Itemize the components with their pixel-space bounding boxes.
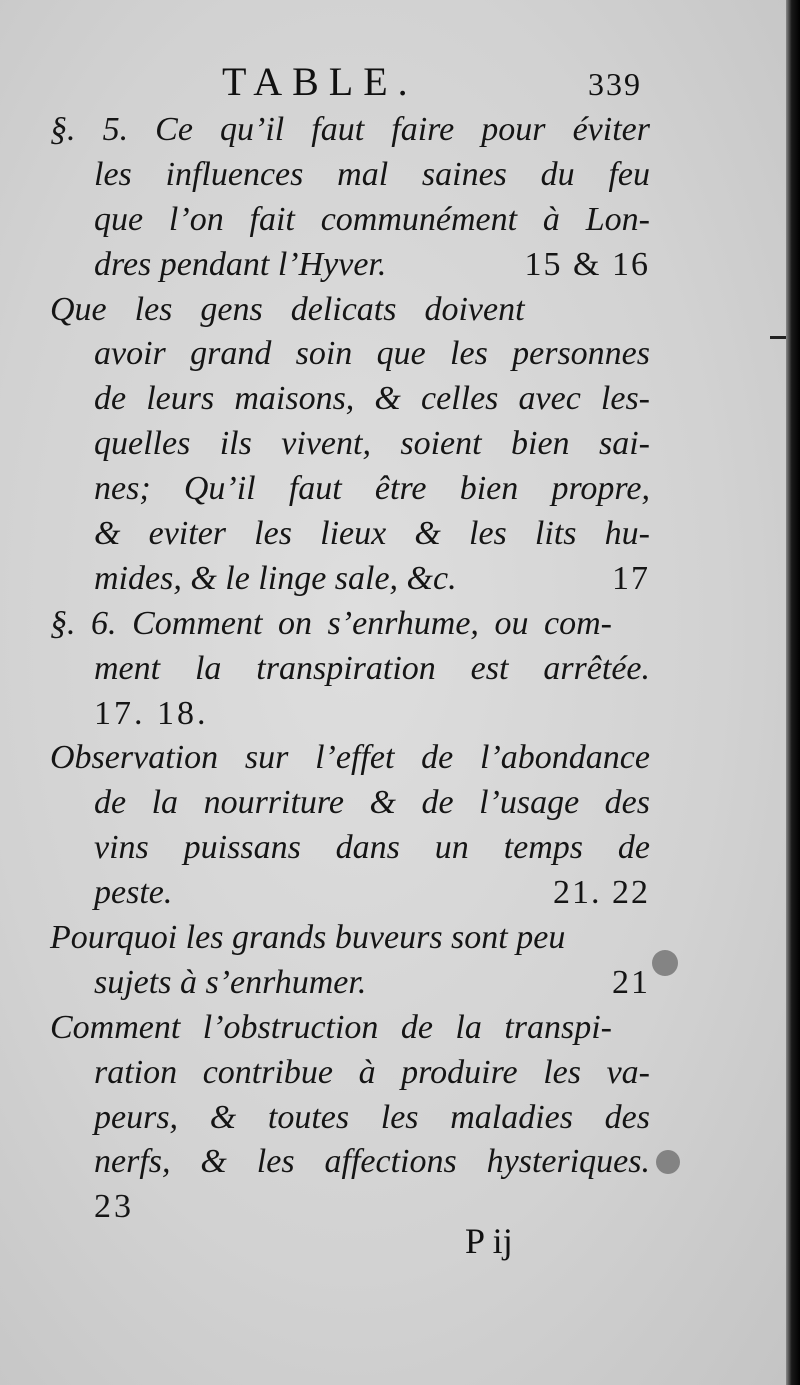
page-reference: 17 (612, 559, 650, 597)
entry-line: de leurs maisons, & celles avec les- (94, 380, 650, 418)
entry-line: 17. 18. (94, 694, 209, 732)
entry-line: vins puissans dans un temps de (94, 829, 650, 867)
entry-line: Observation sur l’effet de l’abondance (50, 739, 650, 777)
entry-line: quelles ils vivent, soient bien sai- (94, 425, 650, 463)
running-head: TABLE. (222, 59, 418, 104)
entry-line: ration contribue à produire les va- (94, 1053, 650, 1091)
entry-text: mides, & le linge sale, &c. (94, 559, 457, 597)
entry-line: Comment l’obstruction de la transpi- (50, 1008, 612, 1046)
entry-line: nes; Qu’il faut être bien propre, (94, 470, 650, 508)
entry-line: avoir grand soin que les personnes (94, 335, 650, 373)
toc-entry (50, 1006, 650, 1230)
ink-blot (652, 950, 678, 976)
entry-line: nerfs, & les affections hysteriques. (94, 1143, 650, 1181)
toc-entry (50, 108, 650, 288)
entry-line: ment la transpiration est arrêtée. (94, 649, 650, 687)
entry-line: §. 5. Ce qu’il faut faire pour éviter (50, 111, 650, 148)
entry-line: 23 (94, 1188, 134, 1226)
page-edge-shadow (786, 0, 800, 1385)
page-number: 339 (588, 66, 642, 102)
entry-line (50, 961, 650, 1006)
page-header (0, 58, 786, 108)
entry-line: Pourquoi les grands buveurs sont peu (50, 919, 566, 957)
entry-line: de la nourriture & de l’usage des (94, 784, 650, 822)
page-edge-mark (770, 336, 786, 339)
entry-text: dres pendant l’Hyver. (94, 245, 387, 283)
entry-line: que l’on fait communément à Lon- (94, 200, 650, 238)
page-reference: 21 (612, 963, 650, 1001)
entry-line: peurs, & toutes les maladies des (94, 1098, 650, 1136)
entry-line: Que les gens delicats doivent (50, 290, 525, 328)
toc-entry (50, 602, 650, 737)
signature-mark: P ij (465, 1221, 513, 1261)
entry-line (50, 871, 650, 916)
toc-entry (50, 736, 650, 916)
entry-line: & eviter les lieux & les lits hu- (94, 515, 650, 553)
ink-blot (656, 1150, 680, 1174)
table-of-contents (50, 108, 650, 1230)
entry-text: sujets à s’enrhumer. (94, 963, 367, 1001)
page-reference: 21. 22 (553, 874, 650, 912)
entry-line (50, 557, 650, 602)
toc-entry (50, 288, 650, 602)
entry-line: les influences mal saines du feu (94, 155, 650, 193)
page-reference: 15 & 16 (524, 245, 650, 283)
toc-entry (50, 916, 650, 1006)
entry-line: §. 6. Comment on s’enrhume, ou com- (50, 604, 612, 642)
entry-line (50, 243, 650, 288)
entry-text: peste. (94, 874, 173, 912)
